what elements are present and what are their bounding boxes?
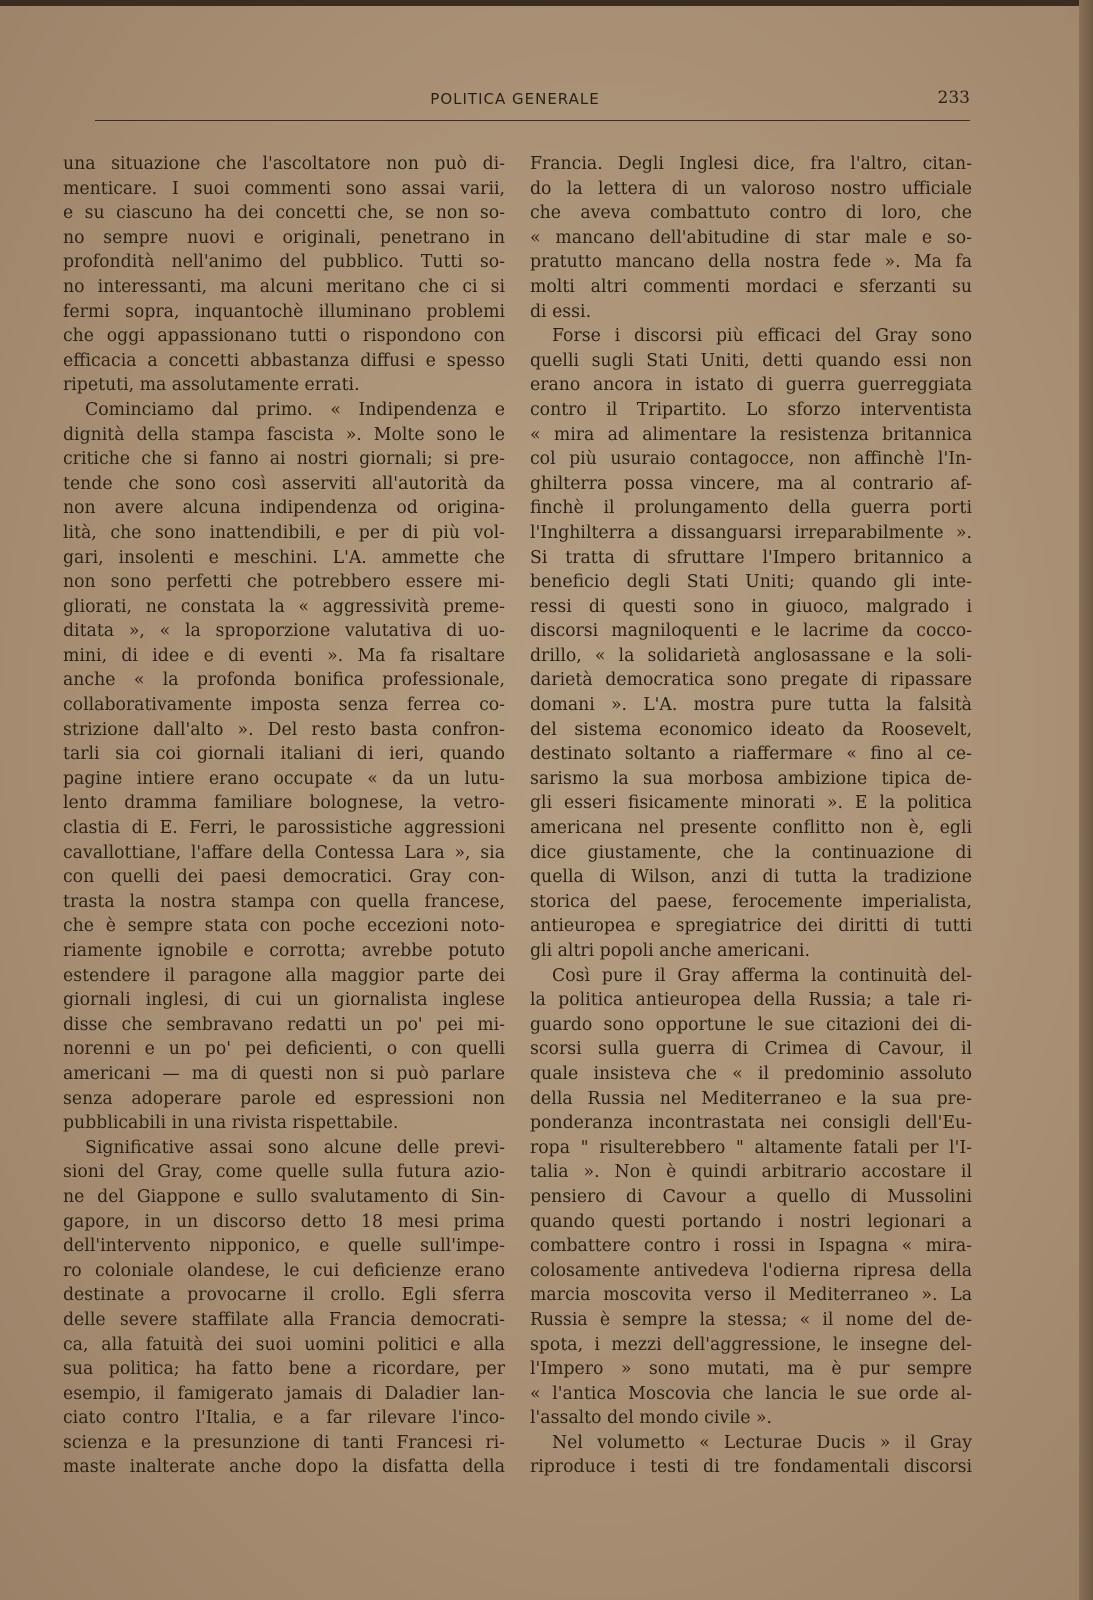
text-line: Si tratta di sfruttare l'Impero britannico a (530, 547, 972, 568)
text-line: contro il Tripartito. Lo sforzo interventista (530, 399, 972, 420)
text-line: talia ». Non è quindi arbitrario accostare il (530, 1162, 972, 1183)
text-line: una situazione che l'ascoltatore non può di- (63, 154, 505, 174)
text-line: sarismo la sua morbosa ambizione tipica de- (530, 768, 972, 789)
text-line: gli esseri fisicamente minorati ». E la politica (530, 793, 972, 814)
text-line: di essi. (530, 301, 592, 322)
text-line: cavallottiane, l'affare della Contessa Lara », sia (63, 842, 505, 863)
text-line: ressi di questi sono in giuoco, malgrado i (530, 596, 972, 617)
text-line: dice giustamente, che la continuazione di (530, 842, 972, 863)
text-line: pagine intiere erano occupate « da un lutu- (63, 768, 505, 789)
text-line: destinato soltanto a riaffermare « fino al ce- (530, 744, 972, 765)
text-line: l'Inghilterra a dissanguarsi irreparabilmente ». (530, 522, 972, 543)
text-line: quale insisteva che « il predominio assoluto (530, 1063, 972, 1084)
right-column (530, 152, 972, 1480)
text-line: col più usuraio contagocce, non affinchè l'In- (530, 449, 972, 470)
text-line: giornali inglesi, di cui un giornalista inglese (63, 990, 505, 1011)
text-line: quelli sugli Stati Uniti, detti quando essi non (530, 350, 972, 371)
text-line: « mancano dell'abitudine di star male e so- (530, 227, 972, 248)
page-header (60, 88, 970, 118)
text-line: pensiero di Cavour a quello di Mussolini (530, 1186, 972, 1207)
text-line: della Russia nel Mediterraneo e la sua pre- (530, 1088, 972, 1109)
text-line: Russia è sempre la stessa; « il nome del de- (530, 1309, 972, 1330)
text-line: finchè il prolungamento della guerra porti (530, 498, 972, 519)
text-line: darietà democratica sono pregate di ripassare (530, 670, 972, 691)
text-line: gapore, in un discorso detto 18 mesi prima (63, 1211, 505, 1232)
text-line: del sistema economico ideato da Roosevelt, (530, 719, 972, 740)
text-line: americana nel presente conflitto non è, egli (530, 818, 972, 839)
text-line: dignità della stampa fascista ». Molte sono le (63, 424, 505, 445)
text-line: tarli sia coi giornali italiani di ieri, quando (63, 744, 505, 765)
text-line: domani ». L'A. mostra pure tutta la falsità (530, 695, 972, 716)
page-number: 233 (937, 88, 970, 108)
text-line: norenni e un po' pei deficienti, o con quelli (63, 1039, 505, 1060)
text-line: l'assalto del mondo civile ». (530, 1408, 772, 1429)
text-line: Significative assai sono alcune delle previ- (85, 1137, 505, 1158)
text-line: molti altri commenti mordaci e sferzanti su (530, 276, 972, 297)
text-line: esempio, il famigerato jamais di Daladier lan- (63, 1383, 505, 1404)
text-line: gliorati, ne constata la « aggressività preme- (63, 596, 505, 617)
text-line: profondità nell'animo del pubblico. Tutti so- (63, 252, 505, 273)
text-line: erano ancora in istato di guerra guerreggiata (530, 375, 972, 396)
text-line: riamente ignobile e corrotta; avrebbe potuto (63, 941, 505, 961)
text-line: maste inalterate anche dopo la disfatta della (63, 1457, 505, 1478)
text-line: non sono perfetti che potrebbero essere mi- (63, 572, 505, 593)
page-right-edge (1079, 0, 1093, 1600)
text-line: anche « la profonda bonifica professionale, (63, 670, 505, 691)
text-line: non avere alcuna indipendenza od origina- (63, 498, 505, 519)
text-line: dell'intervento nipponico, e quelle sull'impe- (63, 1236, 505, 1257)
text-line: efficacia a concetti abbastanza diffusi e spesso (63, 350, 505, 371)
text-line: lento dramma familiare bolognese, la vetro- (63, 793, 505, 814)
text-line: ca, alla fatuità dei suoi uomini politici e alla (63, 1334, 505, 1355)
text-line: guardo sono opportune le sue citazioni dei di- (530, 1014, 972, 1035)
text-line: che aveva combattuto contro di loro, che (530, 203, 972, 224)
text-line: senza adoperare parole ed espressioni non (63, 1088, 505, 1109)
text-line: « mira ad alimentare la resistenza britannica (530, 424, 972, 445)
text-line: ropa " risulterebbero " altamente fatali per l'I- (530, 1137, 972, 1158)
text-line: scorsi sulla guerra di Crimea di Cavour, il (530, 1039, 972, 1060)
text-line: fermi sopra, inquantochè illuminano problemi (63, 301, 505, 322)
text-line: ro coloniale olandese, le cui deficienze erano (63, 1260, 505, 1281)
text-line: scienza e la presunzione di tanti Francesi ri- (63, 1432, 505, 1453)
text-line: « l'antica Moscovia che lancia le sue orde al- (530, 1383, 972, 1404)
text-line: Nel volumetto « Lecturae Ducis » il Gray (552, 1432, 972, 1453)
text-line: che è sempre stata con poche eccezioni noto- (63, 916, 505, 937)
text-line: discorsi magniloquenti e le lacrime da cocco- (530, 621, 972, 642)
text-line: e su ciascuno ha dei concetti che, se non so- (63, 203, 505, 224)
text-line: quando questi portando i nostri legionari a (530, 1211, 972, 1232)
text-line: estendere il paragone alla maggior parte dei (63, 965, 505, 986)
text-line: tende che sono così asserviti all'autorità da (63, 473, 505, 494)
text-line: Così pure il Gray afferma la continuità del- (552, 965, 972, 986)
text-line: combattere contro i rossi in Ispagna « mira- (530, 1236, 972, 1257)
text-line: ciato contro l'Italia, e a far rilevare l'inco- (63, 1408, 505, 1429)
text-line: clastia di E. Ferri, le parossistiche aggressioni (63, 818, 505, 839)
running-title: POLITICA GENERALE (430, 90, 600, 108)
text-line: ghilterra possa vincere, ma al contrario af- (530, 473, 972, 494)
text-line: americani — ma di questi non si può parlare (63, 1063, 505, 1084)
header-rule (95, 120, 970, 121)
text-line: drillo, « la solidarietà anglosassane e la soli- (530, 645, 972, 666)
text-line: sua politica; ha fatto bene a ricordare, per (63, 1359, 505, 1380)
text-line: critiche che si fanno ai nostri giornali; si pre- (63, 449, 505, 470)
page-top-edge (0, 0, 1093, 6)
text-line: no sempre nuovi e originali, penetrano in (63, 227, 505, 248)
text-line: spota, i mezzi dell'aggressione, le insegne del- (530, 1334, 972, 1355)
text-line: delle severe staffilate alla Francia democrati- (63, 1309, 505, 1330)
text-line: marcia moscovita verso il Mediterraneo ». La (530, 1285, 972, 1306)
text-line: beneficio degli Stati Uniti; quando gli inte- (530, 572, 972, 593)
text-line: l'Impero » sono mutati, ma è pur sempre (530, 1359, 972, 1380)
text-line: do la lettera di un valoroso nostro ufficiale (530, 178, 972, 199)
text-line: Francia. Degli Inglesi dice, fra l'altro, citan- (530, 154, 972, 174)
text-line: con quelli dei paesi democratici. Gray con- (63, 867, 505, 888)
text-line: antieuropea e spregiatrice dei diritti di tutti (530, 916, 972, 937)
text-line: destinate a provocarne il crollo. Egli sferra (63, 1285, 505, 1306)
text-line: ditata », « la sproporzione valutativa di uo- (63, 621, 505, 642)
text-line: ne del Giappone e sullo svalutamento di Sin- (63, 1186, 505, 1207)
text-line: lità, che sono inattendibili, e per di più vol- (63, 522, 505, 543)
text-line: gli altri popoli anche americani. (530, 941, 810, 961)
text-line: ponderanza incontrastata nei consigli dell'Eu- (530, 1113, 972, 1134)
text-line: pratutto mancano della nostra fede ». Ma fa (530, 252, 972, 273)
text-line: che oggi appassionano tutti o rispondono con (63, 326, 505, 347)
text-line: Cominciamo dal primo. « Indipendenza e (85, 399, 505, 420)
text-line: pubblicabili in una rivista rispettabile. (63, 1113, 399, 1134)
text-line: no interessanti, ma alcuni meritano che ci si (63, 276, 505, 297)
text-line: Forse i discorsi più efficaci del Gray sono (552, 326, 972, 347)
text-line: sioni del Gray, come quelle sulla futura azio- (63, 1162, 505, 1183)
text-line: ripetuti, ma assolutamente errati. (63, 375, 360, 396)
text-line: trasta la nostra stampa con quella francese, (63, 891, 505, 912)
text-line: la politica antieuropea della Russia; a tale ri- (530, 990, 972, 1011)
text-line: storica del paese, ferocemente imperialista, (530, 891, 972, 912)
text-line: gari, insolenti e meschini. L'A. ammette che (63, 547, 505, 568)
text-line: mini, di idee e di eventi ». Ma fa risaltare (63, 645, 505, 666)
text-line: strizione dall'alto ». Del resto basta confron- (63, 719, 505, 740)
text-line: menticare. I suoi commenti sono assai varii, (63, 178, 505, 199)
text-line: disse che sembravano redatti un po' pei mi- (63, 1014, 505, 1035)
text-line: colosamente antivedeva l'odierna ripresa della (530, 1260, 972, 1281)
text-line: riproduce i testi di tre fondamentali discorsi (530, 1457, 972, 1478)
text-line: collaborativamente imposta senza ferrea co- (63, 695, 505, 716)
text-line: quella di Wilson, anzi di tutta la tradizione (530, 867, 972, 888)
left-column (63, 152, 505, 1480)
